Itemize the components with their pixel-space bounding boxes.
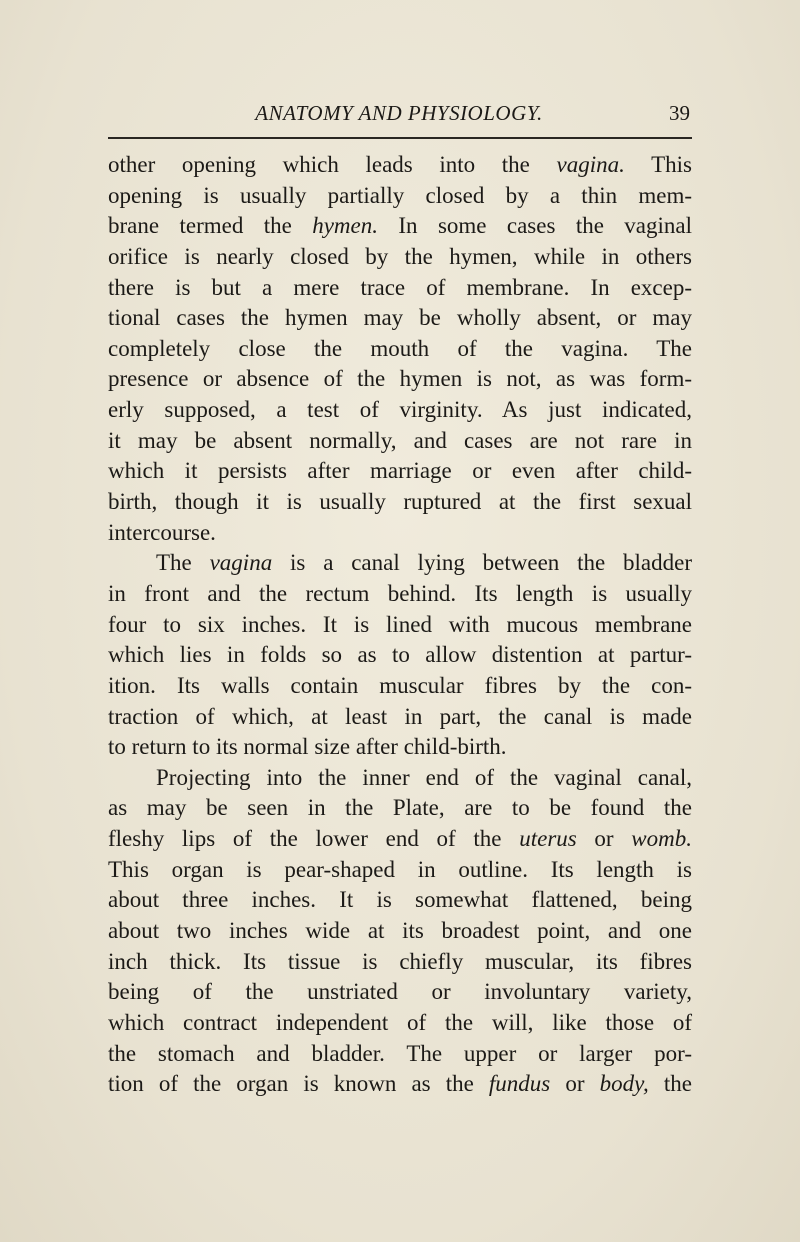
text-line-16 <box>108 610 692 641</box>
text-line-8 <box>108 364 692 395</box>
text-run: as may be seen in the Plate, are to be found the <box>108 795 692 821</box>
text-run: which it persists after marriage or even after child- <box>108 458 692 484</box>
text-run: about two inches wide at its broadest point, and one <box>108 918 692 944</box>
text-run: This <box>624 152 693 177</box>
text-run: there is but a mere trace of membrane. In excep- <box>108 274 692 300</box>
text-run: birth, though it is usually ruptured at the first sexual <box>108 489 692 515</box>
text-run: fleshy lips of the lower end of the <box>108 826 520 852</box>
text-line-17 <box>108 640 692 671</box>
text-line-7 <box>108 334 692 365</box>
text-run: or <box>550 1071 600 1097</box>
header-rule <box>108 137 692 139</box>
text-line-1 <box>108 150 692 181</box>
text-line-19 <box>108 702 692 733</box>
text-run: to return to its normal size after child-birth. <box>108 734 507 760</box>
italic-term: fundus <box>488 1071 551 1097</box>
text-run: orifice is nearly closed by the hymen, while in others <box>108 243 692 269</box>
text-run: it may be absent normally, and cases are not rare in <box>108 427 692 453</box>
text-line-22 <box>108 793 692 824</box>
text-line-9 <box>108 395 692 426</box>
text-run: brane termed the <box>108 213 313 239</box>
italic-term: womb. <box>631 826 692 852</box>
text-line-26 <box>108 916 692 947</box>
text-run: is a canal lying between the bladder <box>272 550 692 576</box>
text-run: This organ is pear-shaped in outline. Its length is <box>108 856 692 882</box>
text-line-4 <box>108 242 692 273</box>
text-line-29 <box>108 1008 692 1039</box>
text-run: completely close the mouth of the vagina. The <box>108 335 692 361</box>
text-line-18 <box>108 671 692 702</box>
text-line-30 <box>108 1039 692 1070</box>
text-line-2 <box>108 181 692 212</box>
text-line-3 <box>108 211 692 242</box>
running-head: ANATOMY AND PHYSIOLOGY. <box>255 101 543 125</box>
text-line-25 <box>108 885 692 916</box>
text-run: in front and the rectum behind. Its length is usually <box>108 580 692 606</box>
italic-term: vagina. <box>556 152 625 177</box>
text-line-31 <box>108 1069 692 1100</box>
text-run: tion of the organ is known as the <box>108 1071 489 1097</box>
text-line-23 <box>108 824 692 855</box>
text-run: other opening which leads into the <box>108 152 557 177</box>
text-line-24 <box>108 855 692 886</box>
text-line-14 <box>108 548 692 579</box>
text-line-15 <box>108 579 692 610</box>
text-line-20 <box>108 732 692 763</box>
text-line-21 <box>108 763 692 794</box>
text-run: traction of which, at least in part, the canal is made <box>108 703 692 729</box>
italic-term: uterus <box>519 826 577 852</box>
text-run: about three inches. It is somewhat flattened, being <box>108 887 692 913</box>
page-number: 39 <box>669 101 690 125</box>
italic-term: vagina <box>209 550 273 576</box>
text-run: or <box>576 826 632 852</box>
text-line-10 <box>108 426 692 457</box>
text-line-6 <box>108 303 692 334</box>
text-line-28 <box>108 977 692 1008</box>
text-run: In some cases the vaginal <box>378 213 693 239</box>
text-run: which lies in folds so as to allow distention at partur- <box>108 642 692 668</box>
italic-term: body, <box>599 1071 649 1097</box>
text-line-11 <box>108 456 692 487</box>
text-run: which contract independent of the will, like those of <box>108 1009 692 1035</box>
text-line-12 <box>108 487 692 518</box>
text-line-5 <box>108 273 692 304</box>
text-run: opening is usually partially closed by a thin mem- <box>108 182 692 208</box>
text-run: presence or absence of the hymen is not, as was form- <box>108 366 692 392</box>
text-line-27 <box>108 947 692 978</box>
text-run: the <box>648 1071 692 1097</box>
text-run: the stomach and bladder. The upper or larger por- <box>108 1040 692 1066</box>
text-run: The <box>156 550 210 576</box>
text-run: erly supposed, a test of virginity. As just indicated, <box>108 397 692 423</box>
text-run: being of the unstriated or involuntary variety, <box>108 979 692 1005</box>
text-run: tional cases the hymen may be wholly absent, or may <box>108 305 692 331</box>
text-run: inch thick. Its tissue is chiefly muscular, its fibres <box>108 948 692 974</box>
text-run: intercourse. <box>108 519 216 545</box>
text-run: Projecting into the inner end of the vaginal canal, <box>156 764 692 790</box>
text-run: four to six inches. It is lined with mucous membrane <box>108 611 692 637</box>
text-line-13 <box>108 518 692 549</box>
body-text <box>108 150 692 1100</box>
text-run: ition. Its walls contain muscular fibres by the con- <box>108 672 692 698</box>
page-header <box>108 98 690 134</box>
italic-term: hymen. <box>312 213 378 239</box>
